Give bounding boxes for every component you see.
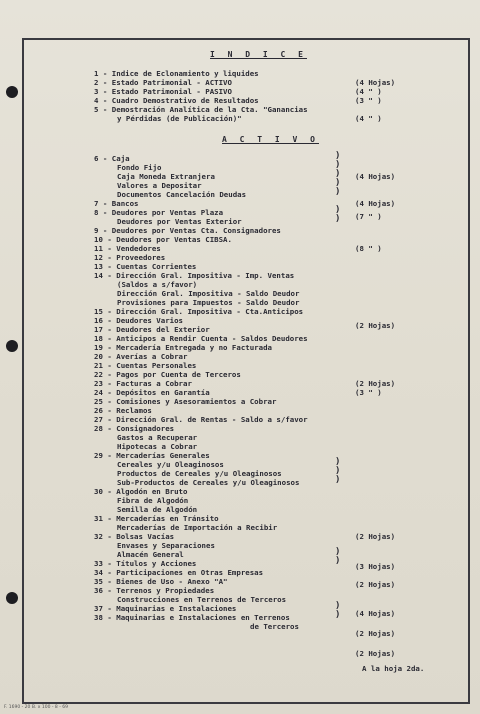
page-count: (3 " ) bbox=[355, 96, 382, 105]
page-count: (3 Hojas) bbox=[355, 562, 396, 571]
brace-mark: ) bbox=[335, 178, 341, 188]
index-entry: de Terceros bbox=[250, 622, 299, 631]
index-entry: 23 - Facturas a Cobrar bbox=[94, 379, 192, 388]
index-entry: y Pérdidas (de Publicación)" bbox=[117, 114, 242, 123]
page-count: (2 Hojas) bbox=[355, 629, 396, 638]
index-entry: 8 - Deudores por Ventas Plaza bbox=[94, 208, 224, 217]
index-entry: 9 - Deudores por Ventas Cta. Consignadores bbox=[94, 226, 281, 235]
index-entry: 14 - Dirección Gral. Impositiva - Imp. Ventas bbox=[94, 271, 295, 280]
index-entry: 10 - Deudores por Ventas CIBSA. bbox=[94, 235, 232, 244]
form-footer: F. 1690 - 20 B. x 100 - 8 - 69 bbox=[4, 705, 69, 710]
index-entry: 26 - Reclamos bbox=[94, 406, 152, 415]
brace-mark: ) bbox=[335, 466, 341, 476]
page-count: (4 " ) bbox=[355, 87, 382, 96]
index-entry: Mercaderías de Importación a Recibir bbox=[117, 523, 278, 532]
index-entry: 1 - Indice de Eclonamiento y liquides bbox=[94, 69, 259, 78]
index-entry: Envases y Separaciones bbox=[117, 541, 215, 550]
index-entry: 11 - Vendedores bbox=[94, 244, 161, 253]
brace-mark: ) bbox=[335, 187, 341, 197]
index-entry: 32 - Bolsas Vacías bbox=[94, 532, 175, 541]
brace-mark: ) bbox=[335, 160, 341, 170]
index-entry: Fibra de Algodón bbox=[117, 496, 189, 505]
page-count: (3 " ) bbox=[355, 388, 382, 397]
index-entry: 6 - Caja bbox=[94, 154, 130, 163]
index-entry: 20 - Averías a Cobrar bbox=[94, 352, 188, 361]
page-count: (2 Hojas) bbox=[355, 532, 396, 541]
page-count: (4 " ) bbox=[355, 114, 382, 123]
index-entry: Gastos a Recuperar bbox=[117, 433, 198, 442]
index-entry: Productos de Cereales y/u Oleaginosos bbox=[117, 469, 282, 478]
index-entry: Valores a Depositar bbox=[117, 181, 202, 190]
index-entry: Cereales y/u Oleaginosos bbox=[117, 460, 224, 469]
brace-mark: ) bbox=[335, 475, 341, 485]
index-entry: Construcciones en Terrenos de Terceros bbox=[117, 595, 287, 604]
index-entry: Hipotecas a Cobrar bbox=[117, 442, 198, 451]
index-entry: Dirección Gral. Impositiva - Saldo Deudor bbox=[117, 289, 300, 298]
index-entry: 27 - Dirección Gral. de Rentas - Saldo a s/favor bbox=[94, 415, 308, 424]
index-entry: 36 - Terrenos y Propiedades bbox=[94, 586, 215, 595]
index-entry: 17 - Deudores del Exterior bbox=[94, 325, 210, 334]
index-entry: 29 - Mercaderías Generales bbox=[94, 451, 210, 460]
indice-title: I N D I C E bbox=[210, 50, 307, 59]
index-entry: 16 - Deudores Varios bbox=[94, 316, 183, 325]
page-count: (2 Hojas) bbox=[355, 321, 396, 330]
index-entry: 19 - Mercadería Entregada y no Facturada bbox=[94, 343, 272, 352]
punch-hole-icon bbox=[6, 592, 18, 604]
brace-mark: ) bbox=[335, 601, 341, 611]
index-entry: 28 - Consignadores bbox=[94, 424, 175, 433]
brace-mark: ) bbox=[335, 151, 341, 161]
page-count: (7 " ) bbox=[355, 212, 382, 221]
index-entry: 21 - Cuentas Personales bbox=[94, 361, 197, 370]
index-entry: Deudores por Ventas Exterior bbox=[117, 217, 242, 226]
brace-mark: ) bbox=[335, 169, 341, 179]
index-entry: 18 - Anticipos a Rendir Cuenta - Saldos Deudores bbox=[94, 334, 308, 343]
punch-hole-icon bbox=[6, 340, 18, 352]
brace-mark: ) bbox=[335, 547, 341, 557]
index-entry: 35 - Bienes de Uso - Anexo "A" bbox=[94, 577, 228, 586]
page-count: (2 Hojas) bbox=[355, 379, 396, 388]
index-entry: 12 - Proveedores bbox=[94, 253, 166, 262]
index-entry: (Saldos a s/favor) bbox=[117, 280, 198, 289]
index-entry: 7 - Bancos bbox=[94, 199, 139, 208]
index-entry: 37 - Maquinarias e Instalaciones bbox=[94, 604, 237, 613]
page-count: (8 " ) bbox=[355, 244, 382, 253]
page-count: (4 Hojas) bbox=[355, 199, 396, 208]
index-entry: Fondo Fijo bbox=[117, 163, 162, 172]
index-entry: 22 - Pagos por Cuenta de Terceros bbox=[94, 370, 241, 379]
brace-mark: ) bbox=[335, 610, 341, 620]
index-entry: 31 - Mercaderías en Tránsito bbox=[94, 514, 219, 523]
index-entry: 5 - Demostración Analítica de la Cta. "Ganancias bbox=[94, 105, 308, 114]
brace-mark: ) bbox=[335, 214, 341, 224]
index-entry: 25 - Comisiones y Asesoramientos a Cobrar bbox=[94, 397, 277, 406]
index-entry: Caja Moneda Extranjera bbox=[117, 172, 215, 181]
activo-title: A C T I V O bbox=[222, 135, 319, 144]
index-entry: Almacén General bbox=[117, 550, 184, 559]
page-count: (4 Hojas) bbox=[355, 78, 396, 87]
page-count: (2 Hojas) bbox=[355, 580, 396, 589]
index-entry: 3 - Estado Patrimonial - PASIVO bbox=[94, 87, 232, 96]
index-entry: 2 - Estado Patrimonial - ACTIVO bbox=[94, 78, 232, 87]
brace-mark: ) bbox=[335, 556, 341, 566]
page-count: (2 Hojas) bbox=[355, 649, 396, 658]
index-entry: 30 - Algodón en Bruto bbox=[94, 487, 188, 496]
page-count: (4 Hojas) bbox=[355, 172, 396, 181]
index-entry: 34 - Participaciones en Otras Empresas bbox=[94, 568, 264, 577]
index-entry: Semilla de Algodón bbox=[117, 505, 198, 514]
index-entry: Sub-Productos de Cereales y/u Oleaginosos bbox=[117, 478, 300, 487]
index-entry: Documentos Cancelación Deudas bbox=[117, 190, 247, 199]
page-count: (4 Hojas) bbox=[355, 609, 396, 618]
brace-mark: ) bbox=[335, 457, 341, 467]
brace-mark: ) bbox=[335, 205, 341, 215]
index-entry: 13 - Cuentas Corrientes bbox=[94, 262, 197, 271]
continuation-note: A la hoja 2da. bbox=[362, 664, 425, 673]
punch-hole-icon bbox=[6, 86, 18, 98]
index-entry: Provisiones para Impuestos - Saldo Deudor bbox=[117, 298, 300, 307]
index-entry: 33 - Títulos y Acciones bbox=[94, 559, 197, 568]
index-entry: 4 - Cuadro Demostrativo de Resultados bbox=[94, 96, 259, 105]
index-entry: 24 - Depósitos en Garantía bbox=[94, 388, 210, 397]
index-entry: 38 - Maquinarias e Instalaciones en Terrenos bbox=[94, 613, 290, 622]
index-entry: 15 - Dirección Gral. Impositiva - Cta.Anticipos bbox=[94, 307, 304, 316]
